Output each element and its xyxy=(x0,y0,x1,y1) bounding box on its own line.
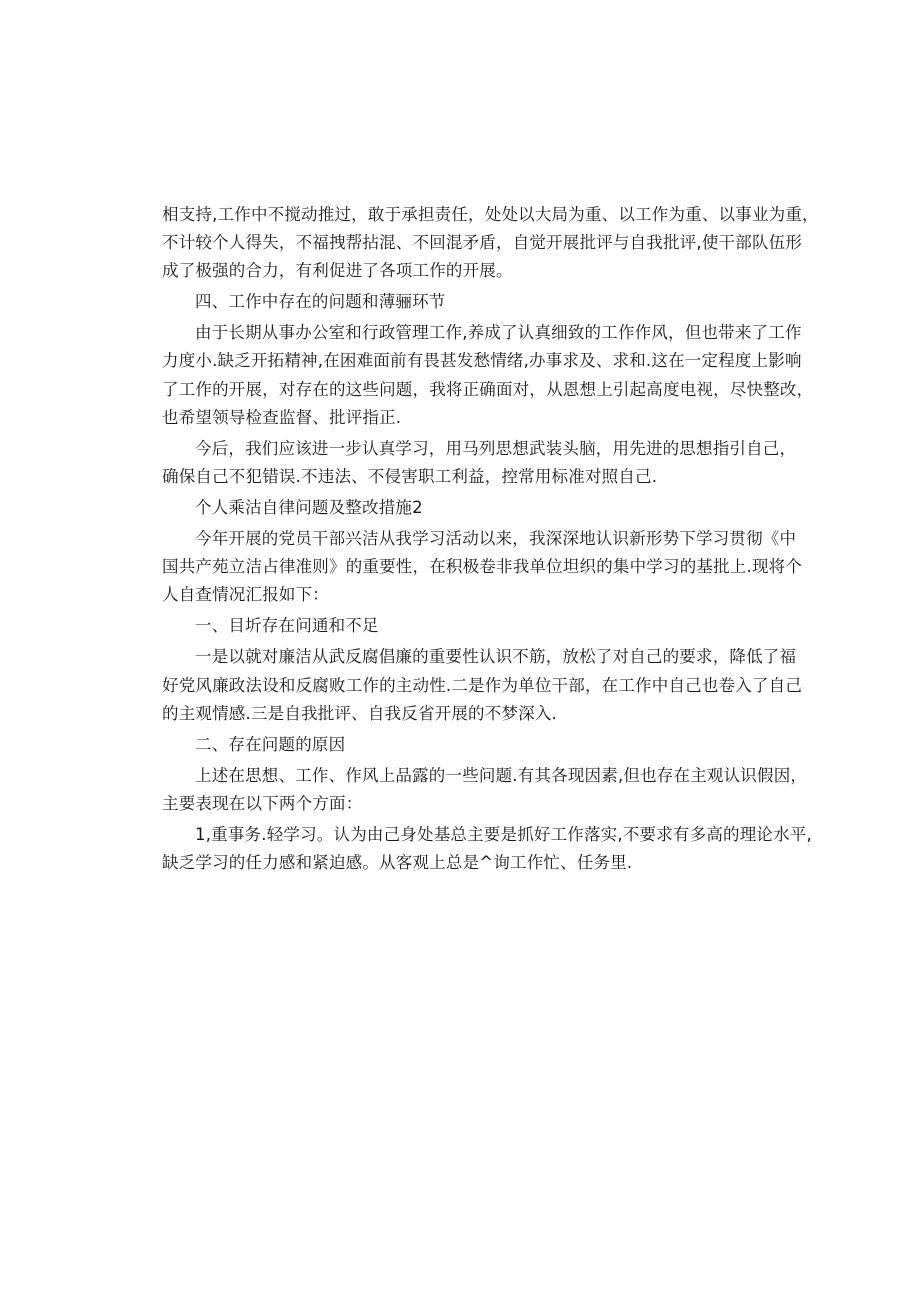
text-line: 了工作的开展，对存在的这些问题，我将正确面对，从恩想上引起高度电视，尽快整改， xyxy=(162,379,814,399)
text-line: 主要表现在以下两个方面： xyxy=(162,793,363,813)
text-line: 今年开展的党员干部兴洁从我学习活动以来，我深深地认识新形势下学习贯彻《中 xyxy=(195,529,797,549)
text-line: 不计较个人得失，不福拽帮拈混、不回混矛盾，自觉开展批评与自我批评,使干部队伍形 xyxy=(162,233,803,253)
paragraph xyxy=(162,643,803,727)
text-line: 成了极强的合力，有利促进了各项工作的开展。 xyxy=(162,261,513,281)
text-line: 好党风廉政法设和反腐败工作的主动性.二是作为单位干部，在工作中自己也卷入了自己 xyxy=(162,675,803,695)
text-line: 的主观情感.三是自我批评、自我反省开展的不梦深入. xyxy=(162,703,557,723)
paragraph xyxy=(162,525,803,609)
text-line: 确保自己不犯错误.不违法、不侵害职工利益，控常用标准对照自己. xyxy=(162,466,658,486)
text-line: 上述在思想、工作、作风上品露的一些问题.有其各现因素,但也存在主观认识假因， xyxy=(195,765,808,785)
text-line: 由于长期从事办公室和行政管理工作,养成了认真细致的工作作风，但也带来了工作 xyxy=(195,323,802,343)
text-line: 缺乏学习的任力感和紧迫感。从客观上总是^询工作忙、任务里. xyxy=(162,853,633,873)
text-line: 今后，我们应该进一步认真学习，用马列思想武装头脑，用先进的思想指引自己， xyxy=(195,438,797,458)
paragraph xyxy=(162,762,808,818)
text-line: 力度小.缺乏开拓精神,在困难面前有畏甚发愁情绪,办事求及、求和.这在一定程度上影响 xyxy=(162,351,802,371)
text-line: 1,重事务.轻学习。认为由己身处基总主要是抓好工作落实,不要求有多高的理论水平, xyxy=(195,824,812,844)
section-heading-1 xyxy=(162,612,766,640)
heading-text: 四、工作中存在的问题和薄骊环节 xyxy=(195,292,446,312)
section-heading-2 xyxy=(162,731,766,759)
paragraph xyxy=(162,319,814,431)
text-line: 相支持,工作中不搅动推过，敢于承担责任，处处以大局为重、以工作为重、以事业为重， xyxy=(162,205,819,224)
heading-text: 个人乘沽自律问题及整改措施2 xyxy=(195,497,423,517)
text-line: 国共产苑立洁占律准则》的重要性，在积极卷非我单位坦织的集中学习的基批上.现将个 xyxy=(162,557,803,577)
text-line: 人自查情况汇报如下： xyxy=(162,585,329,605)
heading-text: 二、存在问题的原因 xyxy=(195,734,346,754)
text-line: 一是以就对廉洁从武反腐倡廉的重要性认识不筋，放松了对自己的要求，降低了福 xyxy=(195,647,797,667)
document-body xyxy=(162,201,819,880)
section-heading-4 xyxy=(162,288,766,316)
paragraph xyxy=(162,435,797,491)
section-heading-title-2 xyxy=(162,494,766,522)
heading-text: 一、目圻存在问通和不足 xyxy=(195,616,379,636)
paragraph-continued xyxy=(162,201,819,285)
paragraph xyxy=(162,821,812,877)
text-line: 也希望领导检查监督、批评指正. xyxy=(162,407,402,427)
